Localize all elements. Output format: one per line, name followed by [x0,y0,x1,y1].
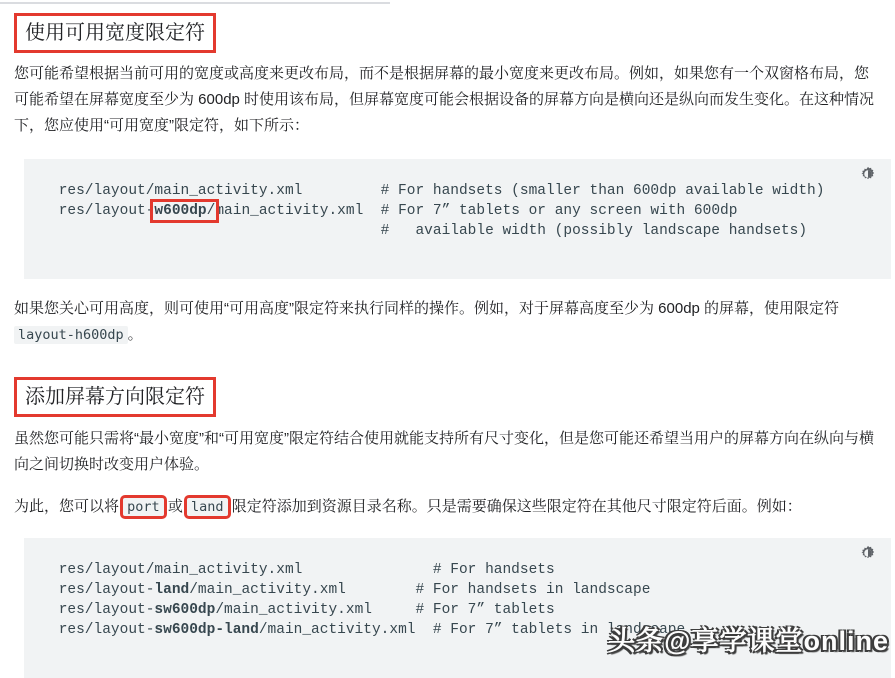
paragraph-available-width-intro: 您可能希望根据当前可用的宽度或高度来更改布局，而不是根据屏幕的最小宽度来更改布局。例如，如果您有一个双窗格布局，您可能希望在屏幕宽度至少为 600dp 时使用该布局，但屏幕宽度可能会根据设备的屏幕方向是横向还是纵向而发生变化。在这种情况下，您应使用“可用宽度”限定符，如下所示： [14,65,875,134]
dark-code-theme-toggle-icon[interactable] [859,165,877,183]
section-heading-available-width: 使用可用宽度限定符 [14,13,216,53]
section-heading-orientation: 添加屏幕方向限定符 [14,377,216,417]
text-run: 。 [127,326,143,343]
code-line: res/layout-w600dp/main_activity.xml # For 7” tablets or any screen with 600dp [50,203,738,219]
inline-code-layout-h600dp: layout-h600dp [14,326,128,344]
code-line: res/layout-sw600dp-land/main_activity.xml # For 7” tablets in landscape [50,622,686,638]
paragraph-orientation-intro: 虽然您可能只需将“最小宽度”和“可用宽度”限定符结合使用就能支持所有尺寸变化，但是您可能还希望当用户的屏幕方向在纵向与横向之间切换时改变用户体验。 [14,430,874,473]
red-annotation-box: w600dp/ [154,203,216,219]
code-line: res/layout/main_activity.xml # For handsets (smaller than 600dp available width) [50,183,825,199]
watermark: 头条@享学课堂online [608,626,889,656]
inline-code-port: port [123,498,164,516]
code-line: # available width (possibly landscape handsets) [50,223,808,239]
text-run: 或 [163,498,188,515]
dark-code-theme-toggle-icon[interactable] [859,544,877,562]
paragraph-available-height [14,296,881,348]
code-block-available-width [24,159,891,279]
text-run: 限定符添加到资源目录名称。只是需要确保这些限定符在其他尺寸限定符后面。例如： [227,498,802,515]
inline-code-land: land [187,498,228,516]
code-content-available-width [50,181,875,241]
code-line: res/layout/main_activity.xml # For handsets [50,562,555,578]
text-run: 为此，您可以将 [14,498,124,515]
top-partial-rule [0,2,390,4]
paragraph-port-land [14,494,881,520]
code-line: res/layout-sw600dp/main_activity.xml # For 7” tablets [50,602,555,618]
code-line: res/layout-land/main_activity.xml # For handsets in landscape [50,582,651,598]
text-run: 如果您关心可用高度，则可使用“可用高度”限定符来执行同样的操作。例如，对于屏幕高度至少为 600dp 的屏幕，使用限定符 [14,300,840,317]
